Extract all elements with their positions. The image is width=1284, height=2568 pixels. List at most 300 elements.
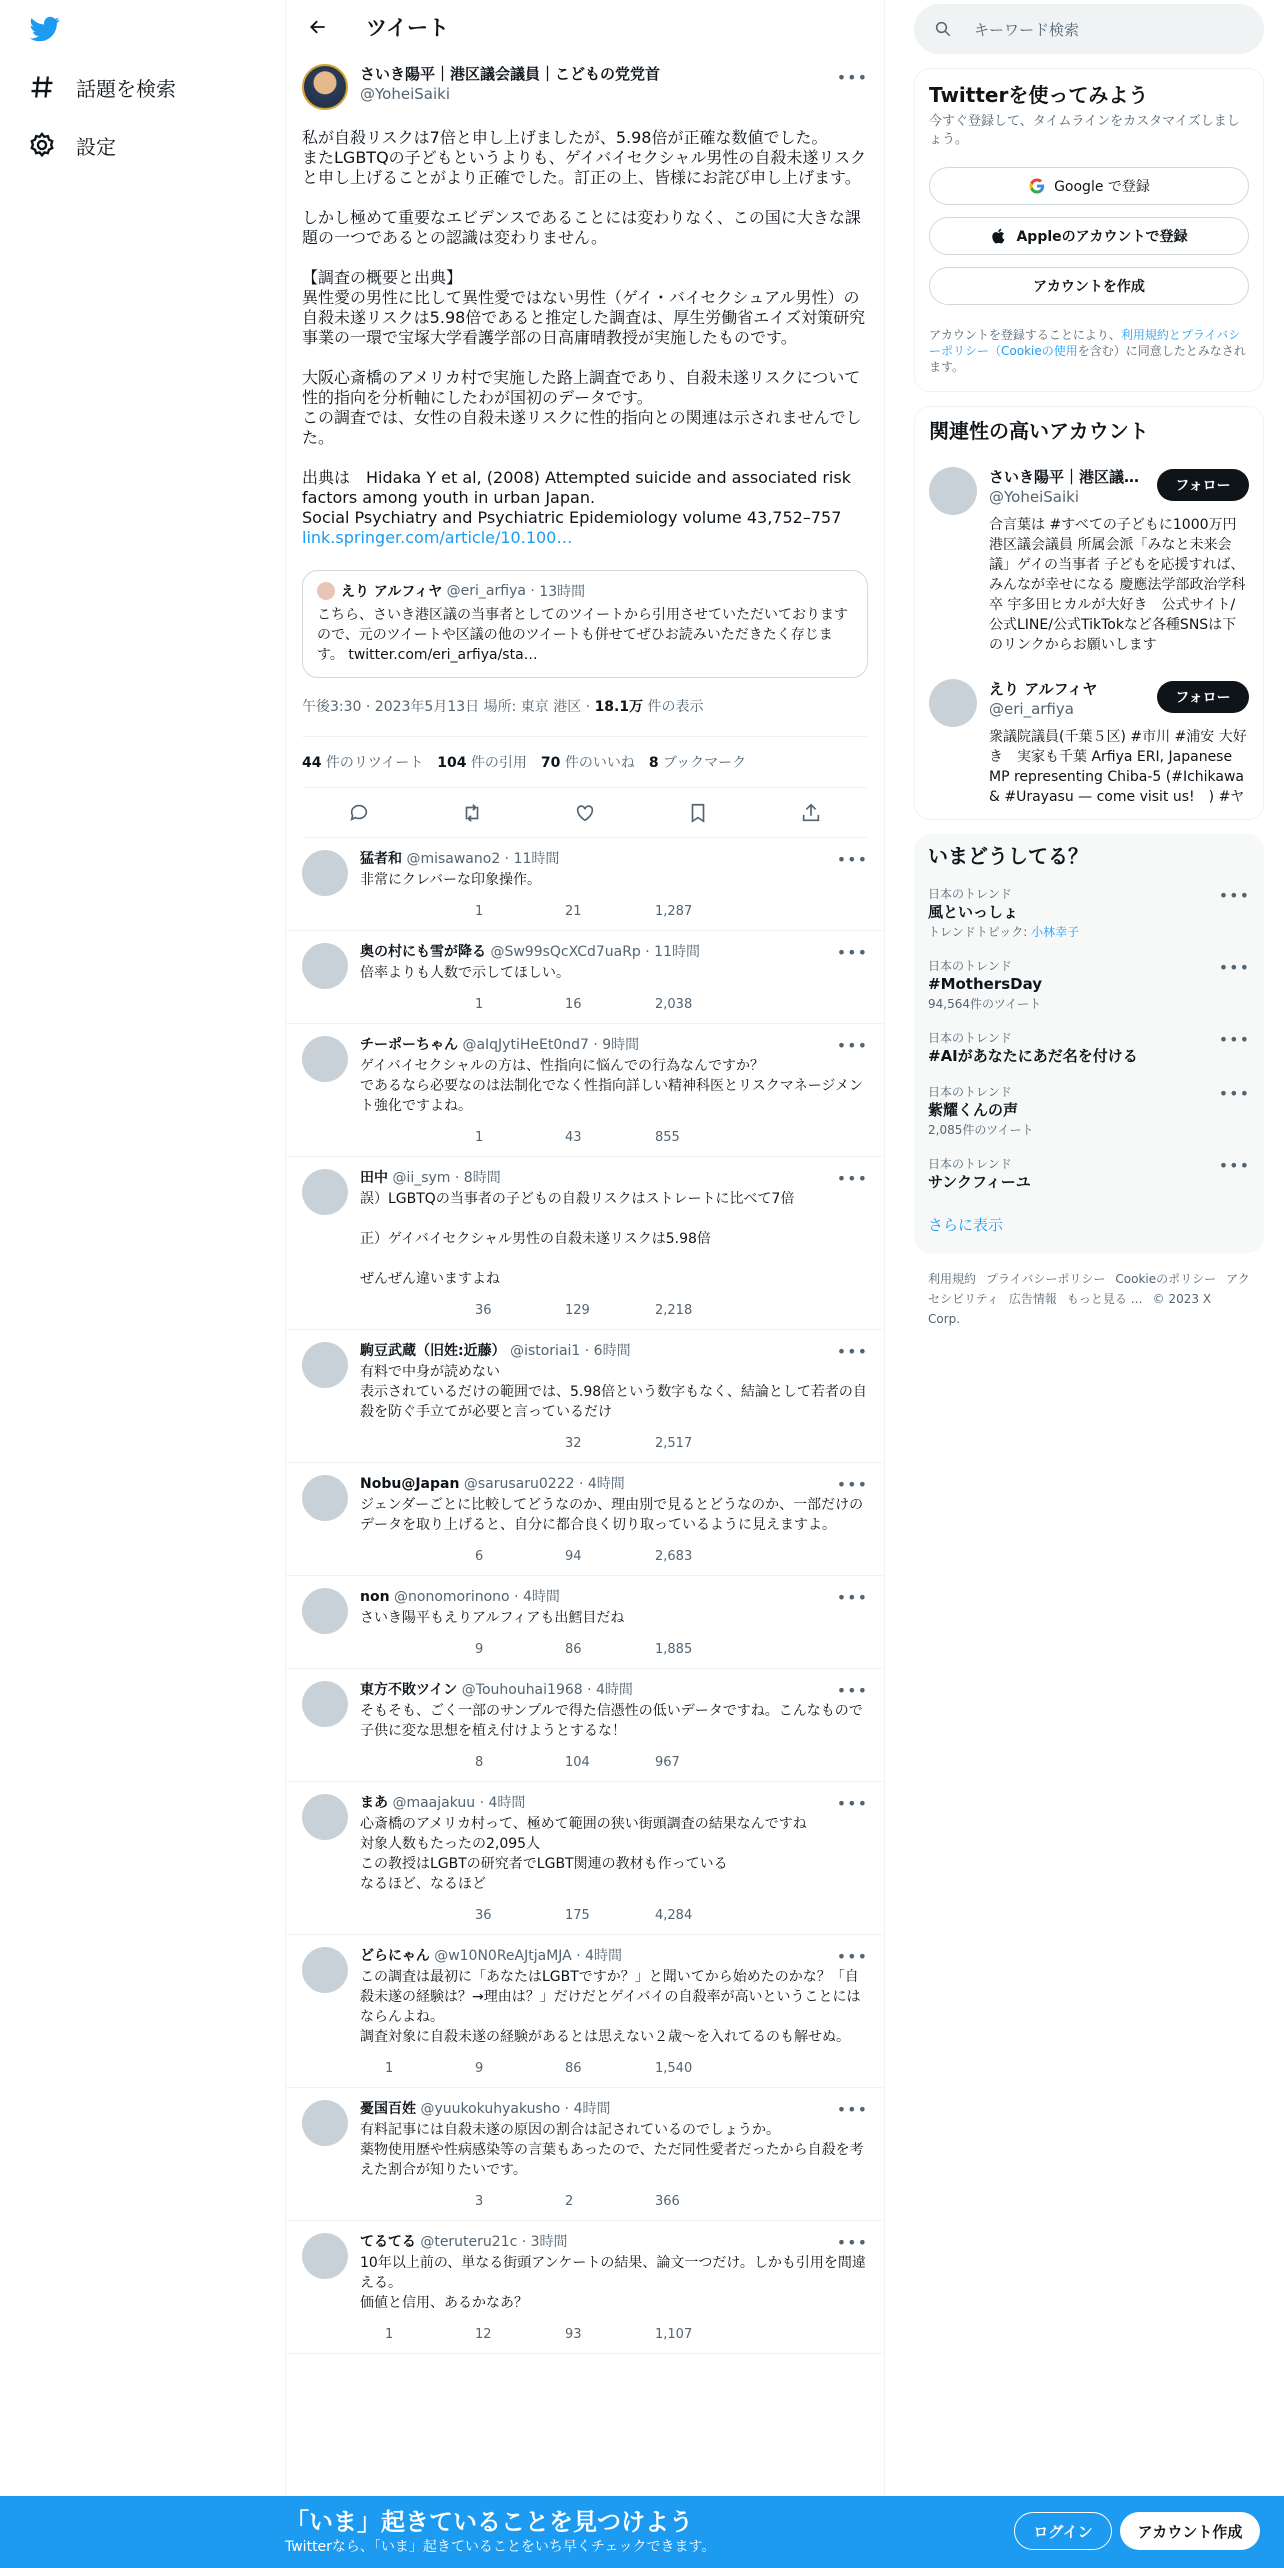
trend-subtitle: トレンドトピック: 小林幸子 (928, 925, 1080, 939)
share-icon[interactable] (800, 802, 822, 824)
like-count: 93 (565, 2326, 582, 2342)
views-count: 2,517 (655, 1435, 693, 1451)
share-icon (720, 1129, 737, 1146)
reply-actions (360, 2190, 868, 2212)
analytics-icon (630, 1548, 647, 1565)
reply-icon (360, 1435, 377, 1452)
reply-body (360, 1036, 868, 1148)
trend-subtitle: 94,564件のツイート (928, 997, 1042, 1011)
like-action[interactable] (540, 2060, 630, 2077)
share-icon (720, 2193, 737, 2210)
retweet-action[interactable] (450, 2193, 540, 2210)
trend-item[interactable] (928, 958, 1250, 1012)
reply-body (360, 1681, 868, 1773)
analytics-icon (630, 2060, 647, 2077)
heart-icon (540, 2060, 557, 2077)
share-action[interactable] (720, 1302, 810, 1319)
reply-author-handle[interactable]: @maajakuu · 4時間 (392, 1795, 526, 1811)
account-handle[interactable]: @YoheiSaiki (989, 488, 1079, 506)
heart-icon (540, 1435, 557, 1452)
signup-button[interactable]: アカウント作成 (1120, 2512, 1260, 2550)
like-action[interactable] (540, 1754, 630, 1771)
reply-count: 1 (385, 2060, 394, 2076)
like-count: 32 (565, 1435, 582, 1451)
like-action[interactable] (540, 903, 630, 920)
reply-header (360, 2233, 868, 2251)
create-account-button[interactable]: アカウントを作成 (929, 267, 1249, 305)
reply-actions (360, 2323, 868, 2345)
suggested-account[interactable] (929, 467, 1255, 655)
reply-tweet[interactable] (286, 1782, 884, 1935)
retweet-count: 9 (475, 1641, 484, 1657)
reply-action[interactable] (360, 1129, 450, 1146)
views-action[interactable] (630, 2193, 720, 2210)
heart-icon[interactable] (574, 802, 596, 824)
likes-stat[interactable]: 70 件のいいね (540, 755, 635, 771)
views-count: 18.1万 (594, 699, 644, 715)
share-icon (720, 1435, 737, 1452)
avatar[interactable] (302, 1681, 348, 1727)
reply-action[interactable] (360, 1754, 450, 1771)
more-options-icon[interactable]: ••• (836, 1794, 868, 1813)
analytics-icon (630, 1129, 647, 1146)
more-options-icon[interactable]: ••• (836, 850, 868, 869)
reply-actions (360, 2057, 868, 2079)
views-action[interactable] (630, 2326, 720, 2343)
share-action[interactable] (720, 1754, 810, 1771)
like-count: 43 (565, 1129, 582, 1145)
reply-author-handle[interactable]: @sarusaru0222 · 4時間 (463, 1476, 625, 1492)
footer-link[interactable]: © 2023 X Corp. (928, 1292, 1212, 1326)
avatar[interactable] (302, 64, 348, 110)
tweet-stats (302, 736, 868, 788)
like-action[interactable] (540, 1641, 630, 1658)
reply-author-name[interactable]: non (360, 1589, 390, 1605)
reply-header (360, 2100, 868, 2118)
right-sidebar (914, 0, 1264, 1345)
quote-text: こちら、さいき港区議の当事者としてのツイートから引用させていただいておりますので、元のツイートや区議の他のツイートも併せてぜひお読みいただきたく存じます。 twitter.com/eri_arfiya/sta… (317, 607, 849, 663)
show-more-link[interactable]: さらに表示 (928, 1216, 1004, 1234)
trend-item[interactable] (928, 886, 1250, 940)
reply-author-name[interactable]: 東方不敗ツイン (360, 1682, 458, 1698)
replies-list (286, 838, 884, 2354)
account-bio: 衆議院議員(千葉５区) #市川 #浦安 大好き 実家も千葉 Arfiya ERI, Japanese MP representing Chiba-5 (#Ichikawa & #Urayasu — come visit us! ) #ヤ (989, 729, 1249, 805)
heart-icon (540, 903, 557, 920)
views-count: 967 (655, 1754, 680, 1770)
like-count: 94 (565, 1548, 582, 1564)
more-options-icon[interactable]: ••• (1218, 886, 1250, 905)
trend-name: サンクフィーユ (928, 1173, 1031, 1191)
heart-icon (540, 1907, 557, 1924)
views-count: 2,218 (655, 1302, 693, 1318)
share-icon (720, 1548, 737, 1565)
reply-action[interactable] (360, 2326, 450, 2343)
reply-tweet[interactable] (286, 1157, 884, 1330)
analytics-icon (630, 1754, 647, 1771)
reply-body (360, 2100, 868, 2212)
more-options-icon[interactable]: ••• (836, 1588, 868, 1607)
reply-actions (360, 1545, 868, 1567)
follow-button[interactable]: フォロー (1157, 469, 1249, 501)
more-options-icon[interactable]: ••• (836, 1036, 868, 1055)
reply-author-handle[interactable]: @w10N0ReAJtjaMJA · 4時間 (434, 1948, 623, 1964)
trend-item[interactable] (928, 1030, 1250, 1066)
share-action[interactable] (720, 2193, 810, 2210)
reply-action[interactable] (360, 903, 450, 920)
share-icon (720, 1754, 737, 1771)
views-count: 1,107 (655, 2326, 693, 2342)
left-navigation (0, 0, 285, 2568)
account-name[interactable]: えり アルフィヤ (989, 680, 1098, 698)
reply-action[interactable] (360, 2060, 450, 2077)
tweet-author (302, 64, 868, 120)
more-options-icon[interactable]: ••• (1218, 1030, 1250, 1049)
retweet-action[interactable] (450, 1754, 540, 1771)
reply-author-handle[interactable]: @Sw99sQcXCd7uaRp · 11時間 (490, 944, 700, 960)
reply-author-name[interactable]: 憂国百姓 (360, 2101, 416, 2117)
views-action[interactable] (630, 1641, 720, 1658)
retweet-action[interactable] (450, 1435, 540, 1452)
reply-action[interactable] (360, 1907, 450, 1924)
like-action[interactable] (540, 2326, 630, 2343)
share-action[interactable] (720, 996, 810, 1013)
avatar[interactable] (929, 467, 977, 515)
reply-author-name[interactable]: 猛者和 (360, 851, 402, 867)
views-action[interactable] (630, 1435, 720, 1452)
more-options-icon[interactable]: ••• (836, 943, 868, 962)
trends-panel (914, 834, 1264, 1253)
reply-author-name[interactable]: チーポーちゃん (360, 1037, 458, 1053)
more-options-icon[interactable]: ••• (836, 1947, 868, 1966)
retweet-action[interactable] (450, 1641, 540, 1658)
reply-tweet[interactable] (286, 1576, 884, 1669)
share-action[interactable] (720, 1129, 810, 1146)
reply-icon (360, 1907, 377, 1924)
views-action[interactable] (630, 1302, 720, 1319)
reply-header (360, 1475, 868, 1493)
avatar[interactable] (302, 1588, 348, 1634)
arrow-left-icon (308, 17, 328, 37)
more-options-icon[interactable]: ••• (836, 1342, 868, 1361)
nav-explore[interactable] (28, 66, 176, 108)
apple-signup-button[interactable]: Appleのアカウントで登録 (929, 217, 1249, 255)
views-action[interactable] (630, 1754, 720, 1771)
views-action[interactable] (630, 2060, 720, 2077)
reply-actions (360, 1751, 868, 1773)
share-action[interactable] (720, 1548, 810, 1565)
reply-author-name[interactable]: Nobu@Japan (360, 1476, 460, 1492)
reply-icon (360, 1641, 377, 1658)
like-action[interactable] (540, 1129, 630, 1146)
footer-link[interactable]: もっと見る … (1066, 1292, 1143, 1306)
views-count: 2,038 (655, 996, 693, 1012)
like-action[interactable] (540, 1907, 630, 1924)
trend-item[interactable] (928, 1084, 1250, 1138)
more-options-icon[interactable]: ••• (836, 2100, 868, 2119)
heart-icon (540, 2326, 557, 2343)
trend-category: 日本のトレンド (928, 1157, 1012, 1171)
retweet-count: 36 (475, 1907, 492, 1923)
tweet-link[interactable]: link.springer.com/article/10.100… (302, 528, 573, 547)
avatar[interactable] (929, 679, 977, 727)
reply-author-handle[interactable]: @aIqJytiHeEt0nd7 · 9時間 (462, 1037, 640, 1053)
signup-title: Twitterを使ってみよう (929, 83, 1149, 107)
share-action[interactable] (720, 1435, 810, 1452)
share-action[interactable] (720, 2060, 810, 2077)
reply-action[interactable] (360, 2193, 450, 2210)
reply-icon (360, 2326, 377, 2343)
reply-author-handle[interactable]: @teruteru21c · 3時間 (420, 2234, 568, 2250)
footer-link[interactable]: 広告情報 (1008, 1292, 1057, 1306)
like-action[interactable] (540, 996, 630, 1013)
relevant-accounts-panel (914, 406, 1264, 820)
retweet-action[interactable] (450, 1907, 540, 1924)
reply-author-handle[interactable]: @nonomorinono · 4時間 (394, 1589, 560, 1605)
retweet-action[interactable] (450, 903, 540, 920)
signup-description: 今すぐ登録して、タイムラインをカスタマイズしましょう。 (929, 114, 1240, 147)
reply-author-name[interactable]: 奥の村にも雪が降る (360, 944, 486, 960)
reply-header (360, 850, 868, 868)
relevant-title: 関連性の高いアカウント (929, 419, 1149, 443)
more-options-icon[interactable]: ••• (1218, 958, 1250, 977)
retweet-icon[interactable] (461, 802, 483, 824)
retweet-action[interactable] (450, 996, 540, 1013)
author-handle[interactable]: @YoheiSaiki (360, 85, 450, 103)
like-count: 104 (565, 1754, 590, 1770)
author-display-name[interactable]: さいき陽平｜港区議会議員｜こどもの党党首 (360, 65, 661, 83)
reply-icon (360, 996, 377, 1013)
share-icon (720, 1641, 737, 1658)
more-options-icon[interactable]: ••• (836, 1681, 868, 1700)
share-icon (720, 903, 737, 920)
reply-author-handle[interactable]: @Touhouhai1968 · 4時間 (461, 1682, 633, 1698)
retweet-action[interactable] (450, 1548, 540, 1565)
heart-icon (540, 996, 557, 1013)
share-action[interactable] (720, 2326, 810, 2343)
retweet-icon (450, 1302, 467, 1319)
avatar[interactable] (302, 1475, 348, 1521)
bookmark-icon[interactable] (687, 802, 709, 824)
views-action[interactable] (630, 903, 720, 920)
trend-category: 日本のトレンド (928, 959, 1012, 973)
views-count: 366 (655, 2193, 680, 2209)
reply-author-name[interactable]: 駒豆武蔵（旧姓:近藤） (360, 1343, 506, 1359)
reply-text: さいき陽平もえりアルフィアも出鱈目だね (360, 1610, 625, 1626)
trend-topic-link[interactable]: 小林幸子 (1031, 925, 1080, 939)
account-name[interactable]: さいき陽平｜港区議… (989, 468, 1139, 486)
google-signup-button[interactable]: Google で登録 (929, 167, 1249, 205)
more-options-icon[interactable]: ••• (1218, 1084, 1250, 1103)
reply-icon (360, 1302, 377, 1319)
quotes-stat[interactable]: 104 件の引用 (437, 755, 527, 771)
retweet-action[interactable] (450, 2060, 540, 2077)
retweet-count: 36 (475, 1302, 492, 1318)
page-title: ツイート (366, 16, 449, 40)
share-icon (720, 1907, 737, 1924)
retweet-icon (450, 2060, 467, 2077)
footer-link[interactable]: プライバシーポリシー (986, 1272, 1106, 1286)
reply-author-name[interactable]: どらにゃん (360, 1948, 430, 1964)
share-icon (720, 2326, 737, 2343)
reply-tweet[interactable] (286, 2221, 884, 2354)
reply-tweet[interactable] (286, 1669, 884, 1782)
avatar[interactable] (302, 2233, 348, 2279)
retweet-icon (450, 1129, 467, 1146)
views-action[interactable] (630, 1129, 720, 1146)
reply-actions (360, 900, 868, 922)
reply-header (360, 1342, 868, 1360)
tweet-meta (302, 696, 868, 716)
views-action[interactable] (630, 996, 720, 1013)
login-banner (0, 2496, 1284, 2568)
retweet-icon (450, 996, 467, 1013)
views-action[interactable] (630, 1548, 720, 1565)
signup-panel (914, 68, 1264, 392)
reply-author-name[interactable]: てるてる (360, 2234, 416, 2250)
reply-text: 非常にクレバーな印象操作。 (360, 872, 542, 888)
like-action[interactable] (540, 2193, 630, 2210)
avatar[interactable] (302, 1794, 348, 1840)
hashtag-icon (28, 73, 56, 101)
suggested-account[interactable] (929, 679, 1249, 807)
retweet-action[interactable] (450, 1129, 540, 1146)
footer-link[interactable]: 利用規約 (928, 1272, 977, 1286)
trend-name: #AIがあなたにあだ名を付ける (928, 1047, 1138, 1065)
views-action[interactable] (630, 1907, 720, 1924)
reply-body (360, 1475, 868, 1567)
bookmarks-stat[interactable]: 8 ブックマーク (648, 755, 747, 771)
terms-link[interactable]: 利用規約とプライバシーポリシー（Cookieの使用 (929, 328, 1241, 358)
reply-actions (360, 1126, 868, 1148)
trend-item[interactable] (928, 1156, 1250, 1192)
retweet-icon (450, 2326, 467, 2343)
more-options-icon[interactable]: ••• (836, 1169, 868, 1188)
like-action[interactable] (540, 1548, 630, 1565)
more-options-icon[interactable]: ••• (1218, 1156, 1250, 1175)
retweet-count: 9 (475, 2060, 484, 2076)
reply-action[interactable] (360, 1435, 450, 1452)
reply-tweet[interactable] (286, 2088, 884, 2221)
trend-name: #MothersDay (928, 975, 1043, 993)
avatar[interactable] (302, 850, 348, 896)
retweet-icon (450, 1548, 467, 1565)
follow-button[interactable]: フォロー (1157, 681, 1249, 713)
search-input[interactable] (914, 4, 1264, 54)
more-options-icon[interactable]: ••• (836, 2233, 868, 2252)
reply-author-handle[interactable]: @yuukokuhyakusho · 4時間 (420, 2101, 611, 2117)
reply-action[interactable] (360, 1302, 450, 1319)
account-handle[interactable]: @eri_arfiya (989, 700, 1074, 718)
reply-author-handle[interactable]: @misawano2 · 11時間 (406, 851, 560, 867)
footer-link[interactable]: アクセシビリティ (928, 1272, 1250, 1306)
heart-icon (540, 1754, 557, 1771)
tweet-text: 私が自殺リスクは7倍と申し上げましたが、5.98倍が正確な数値でした。 またLGBTQの子どもというよりも、ゲイバイセクシャル男性の自殺未遂リスクと申し上げることがより正確でした。訂正の上、皆様にお詫び申し上げます。 しかし極めて重要なエビデンスであることには変わりなく、この国に大きな課題の一つであるとの認識は変わりません。 【調査の概要と出典】 異性愛の男性に比して異性愛ではない男性（ゲイ・バイセクシュアル男性）の自殺未遂リスクは5.98倍であると推定した調査は、厚生労働省エイズ対策研究事業の一環で宝塚大学看護学部の日高庸晴教授が実施したものです。 大阪心斎橋のアメリカ村で実施した路上調査であり、自殺未遂リスクについて性的指向を分析軸にしたわが国初のデータです。 この調査では、女性の自殺未遂リスクに性的指向との関連は示されませんでした。 出典は Hidaka Y et al, (2008) Attempted suicide and associated risk factors among youth in urban Japan. Social Psychiatry and Psychiatric Epidemiology volume 43,752–757 (302, 128, 867, 527)
retweet-action[interactable] (450, 1302, 540, 1319)
reply-body (360, 943, 868, 1015)
reply-author-name[interactable]: 田中 (360, 1170, 388, 1186)
reply-text: 誤）LGBTQの当事者の子どもの自殺リスクはストレートに比べて7倍 正）ゲイバイセクシャル男性の自殺未遂リスクは5.98倍 ぜんぜん違いますよね (360, 1191, 795, 1287)
twitter-logo-icon[interactable] (28, 14, 62, 44)
reply-icon (360, 2060, 377, 2077)
retweet-count: 8 (475, 1754, 484, 1770)
share-action[interactable] (720, 903, 810, 920)
reply-author-name[interactable]: まあ (360, 1795, 388, 1811)
reply-count: 1 (385, 2326, 394, 2342)
reply-action[interactable] (360, 1548, 450, 1565)
heart-icon (540, 1641, 557, 1658)
reply-body (360, 2233, 868, 2345)
back-button[interactable] (300, 9, 336, 45)
footer (914, 1253, 1264, 1345)
reply-action[interactable] (360, 996, 450, 1013)
share-icon (720, 996, 737, 1013)
share-action[interactable] (720, 1641, 810, 1658)
views-count: 1,885 (655, 1641, 693, 1657)
analytics-icon (630, 996, 647, 1013)
footer-link[interactable]: Cookieのポリシー (1115, 1272, 1217, 1286)
reply-header (360, 1947, 868, 1965)
gear-icon (28, 131, 56, 159)
heart-icon (540, 2193, 557, 2210)
quote-author-name: えり アルフィヤ (341, 584, 443, 600)
more-options-icon[interactable]: ••• (836, 68, 868, 87)
like-action[interactable] (540, 1302, 630, 1319)
reply-author-handle[interactable]: @ii_sym · 8時間 (392, 1170, 501, 1186)
reply-action[interactable] (360, 1641, 450, 1658)
avatar[interactable] (302, 1947, 348, 1993)
tweet-timestamp[interactable]: 午後3:30 · 2023年5月13日 場所: 東京 港区 · (302, 699, 595, 715)
reply-body (360, 1794, 868, 1926)
reply-text: 有料記事には自殺未遂の原因の割合は記されているのでしょうか。 薬物使用歴や性病感染等の言葉もあったので、ただ同性愛者だったから自殺を考えた割合が知りたいです。 (360, 2122, 864, 2178)
reply-icon (360, 1548, 377, 1565)
reply-tweet[interactable] (286, 1935, 884, 2088)
reply-tweet[interactable] (286, 838, 884, 931)
share-action[interactable] (720, 1907, 810, 1924)
nav-settings[interactable] (28, 124, 116, 166)
avatar[interactable] (302, 2100, 348, 2146)
retweets-stat[interactable]: 44 件のリツイート (302, 755, 424, 771)
like-count: 86 (565, 1641, 582, 1657)
retweet-action[interactable] (450, 2326, 540, 2343)
retweet-icon (450, 2193, 467, 2210)
views-label: 件の表示 (643, 699, 704, 715)
more-options-icon[interactable]: ••• (836, 1475, 868, 1494)
like-count: 21 (565, 903, 582, 919)
analytics-icon (630, 1641, 647, 1658)
reply-icon[interactable] (348, 802, 370, 824)
retweet-count: 1 (475, 1129, 484, 1145)
avatar[interactable] (302, 1342, 348, 1388)
reply-tweet[interactable] (286, 1330, 884, 1463)
reply-icon (360, 903, 377, 920)
analytics-icon (630, 2193, 647, 2210)
avatar[interactable] (302, 943, 348, 989)
reply-tweet[interactable] (286, 1463, 884, 1576)
login-button[interactable]: ログイン (1014, 2512, 1112, 2550)
retweet-count: 6 (475, 1548, 484, 1564)
reply-body (360, 850, 868, 922)
trend-category: 日本のトレンド (928, 1031, 1012, 1045)
reply-tweet[interactable] (286, 1024, 884, 1157)
avatar[interactable] (302, 1036, 348, 1082)
reply-author-handle[interactable]: @istoriai1 · 6時間 (510, 1343, 631, 1359)
reply-icon (360, 1129, 377, 1146)
avatar[interactable] (302, 1169, 348, 1215)
reply-icon (360, 2193, 377, 2210)
reply-tweet[interactable] (286, 931, 884, 1024)
quoted-tweet[interactable]: えり アルフィヤ @eri_arfiya · 13時間 こちら、さいき港区議の当事者としてのツイートから引用させていただいておりますので、元のツイートや区議の他のツイートも併せてぜひお読みいただきたく存じます。 twitter.com/eri_arfiya/sta… (302, 570, 868, 678)
like-action[interactable] (540, 1435, 630, 1452)
